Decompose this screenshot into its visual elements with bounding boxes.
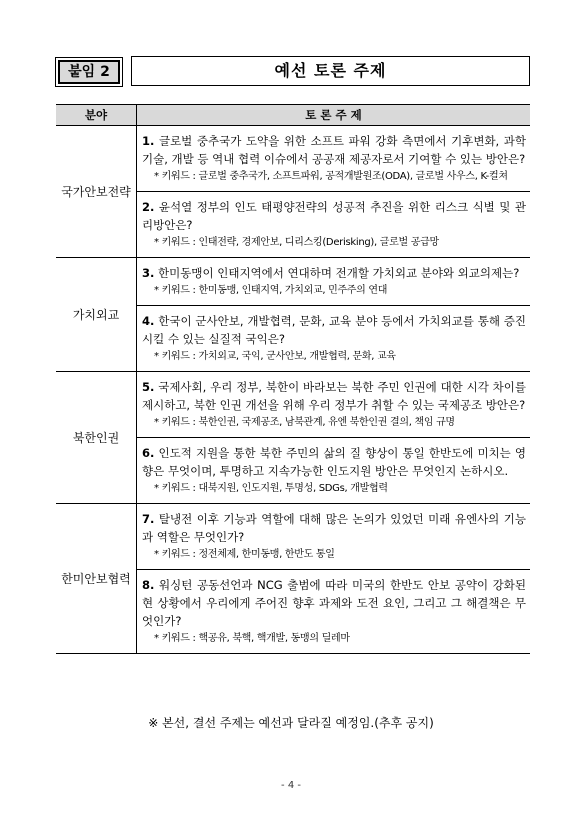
topic-keywords: * 키워드 : 핵공유, 북핵, 핵개발, 동맹의 딜레마	[154, 633, 350, 644]
topic-text: 워싱턴 공동선언과 NCG 출범에 따라 미국의 한반도 안보 공약이 강화된 현 상황에서 우리에게 주어진 향후 과제와 도전 요인, 그리고 그 해결책은 무엇인가?	[142, 578, 527, 628]
topic-keywords: * 키워드 : 대북지원, 인도지원, 투명성, SDGs, 개발협력	[154, 483, 388, 494]
topic-number: 6.	[142, 446, 155, 460]
topic-number: 2.	[142, 200, 155, 214]
topic-cell	[137, 570, 531, 654]
topic-question	[142, 510, 526, 546]
topic-keywords: * 키워드 : 북한인권, 국제공조, 남북관계, 유엔 북한인권 결의, 책임 규명	[154, 417, 455, 428]
topic-text: 탈냉전 이후 기능과 역할에 대해 많은 논의가 있었던 미래 유엔사의 기능과 역할은 무엇인가?	[142, 512, 526, 544]
page-title: 예선 토론 주제	[131, 56, 530, 86]
table-header-row	[56, 105, 530, 126]
topic-text: 윤석열 정부의 인도 태평양전략의 성공적 추진을 위한 리스크 식별 및 관리방안은?	[142, 200, 526, 232]
topic-keywords: * 키워드 : 한미동맹, 인태지역, 가치외교, 민주주의 연대	[154, 285, 388, 296]
topic-cell	[137, 126, 531, 192]
topic-number: 1.	[142, 134, 155, 148]
topic-cell	[137, 504, 531, 570]
page-number: - 4 -	[281, 780, 301, 791]
column-header-topic: 토 론 주 제	[137, 105, 531, 126]
topic-cell	[137, 192, 531, 258]
topic-question	[142, 444, 526, 480]
area-cell: 가치외교	[56, 258, 137, 372]
topic-number: 7.	[142, 512, 155, 526]
topic-keywords: * 키워드 : 인태전략, 경제안보, 디리스킹(Derisking), 글로벌 공급망	[154, 237, 439, 248]
topic-question	[142, 198, 526, 234]
table-row	[56, 126, 530, 192]
table-row	[56, 504, 530, 570]
topic-number: 4.	[142, 314, 155, 328]
topic-keywords: * 키워드 : 글로벌 중추국가, 소프트파워, 공적개발원조(ODA), 글로벌 사우스, K-컬쳐	[154, 171, 508, 182]
topic-question	[142, 378, 526, 414]
footnote: ※ 본선, 결선 주제는 예선과 달라질 예정임.(추후 공지)	[148, 716, 434, 730]
topic-question	[142, 132, 526, 168]
topic-cell	[137, 438, 531, 504]
table-row	[56, 372, 530, 438]
topic-text: 한미동맹이 인태지역에서 연대하며 전개할 가치외교 분야와 외교의제는?	[158, 266, 520, 280]
topic-text: 국제사회, 우리 정부, 북한이 바라보는 북한 주민 인권에 대한 시각 차이를 제시하고, 북한 인권 개선을 위해 우리 정부가 취할 수 있는 국제공조 방안은?	[142, 380, 527, 412]
topic-cell	[137, 306, 531, 372]
table-row	[56, 258, 530, 306]
topic-number: 8.	[142, 578, 155, 592]
topic-keywords: * 키워드 : 정전체제, 한미동맹, 한반도 통일	[154, 549, 335, 560]
topic-number: 5.	[142, 380, 155, 394]
topic-number: 3.	[142, 266, 155, 280]
attachment-badge: 붙임 2	[58, 60, 120, 84]
topic-cell	[137, 258, 531, 306]
area-cell: 한미안보협력	[56, 504, 137, 654]
topics-table	[56, 104, 530, 654]
topic-text: 글로벌 중추국가 도약을 위한 소프트 파워 강화 측면에서 기후변화, 과학기술, 개발 등 역내 협력 이슈에서 공공재 제공자로서 기여할 수 있는 방안은?	[142, 134, 527, 166]
area-cell: 북한인권	[56, 372, 137, 504]
column-header-area: 분야	[56, 105, 137, 126]
topic-text: 한국이 군사안보, 개발협력, 문화, 교육 분야 등에서 가치외교를 통해 증진시킬 수 있는 실질적 국익은?	[142, 314, 527, 346]
topic-text: 인도적 지원을 통한 북한 주민의 삶의 질 향상이 통일 한반도에 미치는 영향은 무엇이며, 투명하고 지속가능한 인도지원 방안은 무엇인지 논하시오.	[142, 446, 526, 478]
topic-question	[142, 264, 526, 282]
topic-cell	[137, 372, 531, 438]
area-cell: 국가안보전략	[56, 126, 137, 258]
topic-keywords: * 키워드 : 가치외교, 국익, 군사안보, 개발협력, 문화, 교육	[154, 351, 396, 362]
topic-question	[142, 576, 526, 630]
topic-question	[142, 312, 526, 348]
